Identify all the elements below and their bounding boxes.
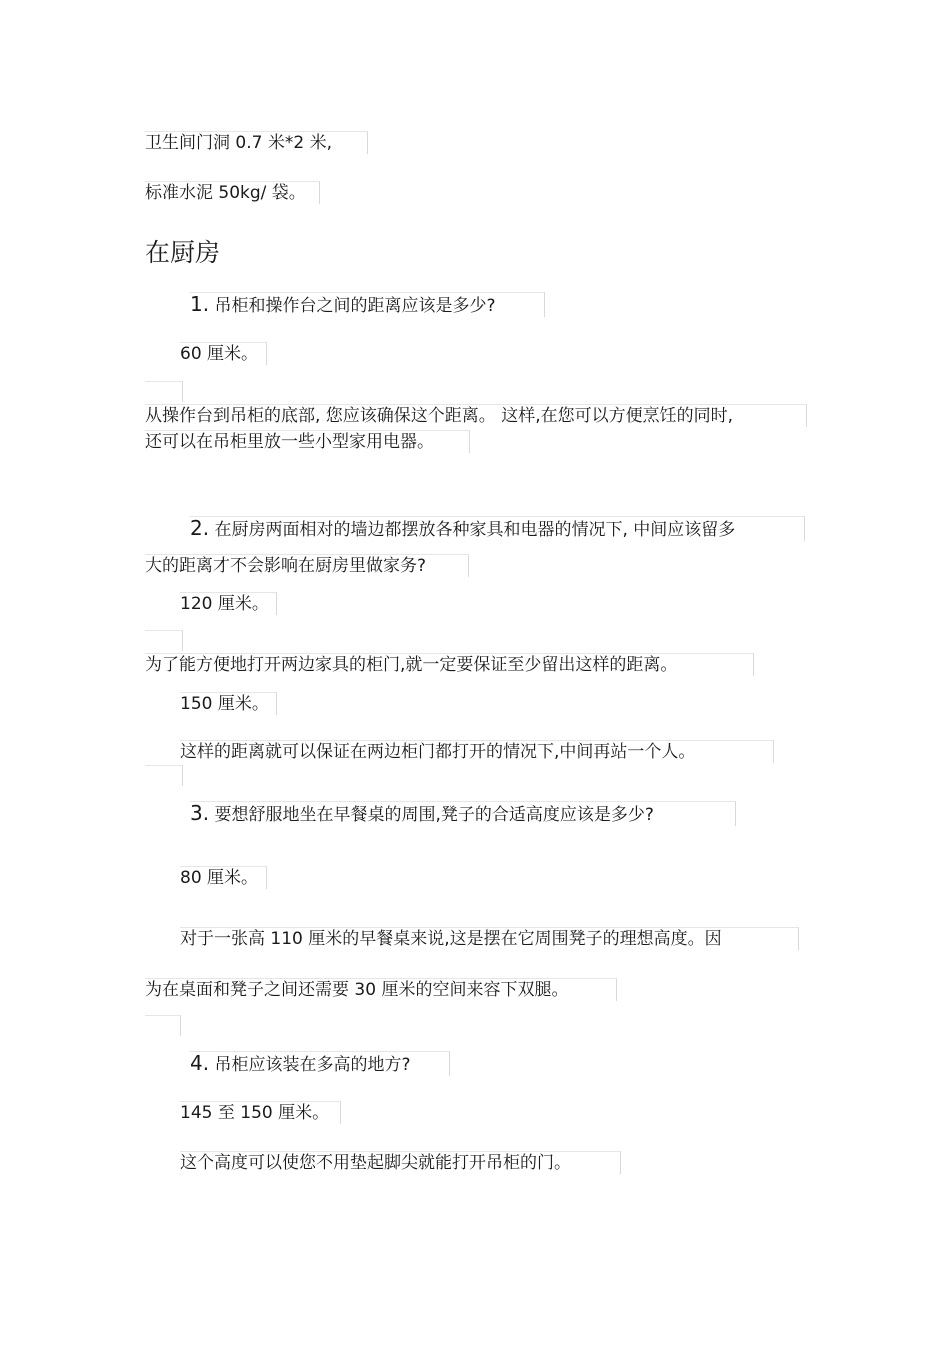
question-4	[190, 1051, 450, 1076]
explanation-2b: 这样的距离就可以保证在两边柜门都打开的情况下,中间再站一个人。	[180, 740, 774, 763]
bathroom-door-size: 卫生间门洞 0.7 米*2 米,	[145, 131, 368, 154]
answer-3: 80 厘米。	[180, 866, 267, 889]
question-number: 4.	[190, 1051, 210, 1075]
answer-4: 145 至 150 厘米。	[180, 1101, 341, 1124]
explanation-2a: 为了能方便地打开两边家具的柜门,就一定要保证至少留出这样的距离。	[145, 653, 754, 676]
divider-mark	[145, 765, 183, 786]
question-number: 1.	[190, 292, 210, 316]
question-3	[190, 801, 736, 826]
divider-mark	[145, 630, 183, 651]
answer-1: 60 厘米。	[180, 342, 267, 365]
question-1	[190, 292, 545, 317]
answer-2a: 120 厘米。	[180, 592, 277, 615]
explanation-3-line-2: 为在桌面和凳子之间还需要 30 厘米的空间来容下双腿。	[145, 978, 617, 1001]
question-number: 3.	[190, 801, 210, 825]
question-text: 吊柜和操作台之间的距离应该是多少?	[214, 296, 496, 316]
cement-spec: 标准水泥 50kg/ 袋。	[145, 181, 320, 204]
question-2	[190, 516, 805, 541]
question-text: 要想舒服地坐在早餐桌的周围,凳子的合适高度应该是多少?	[214, 805, 654, 825]
explanation-3-line-1: 对于一张高 110 厘米的早餐桌来说,这是摆在它周围凳子的理想高度。因	[180, 927, 799, 950]
divider-mark	[145, 381, 183, 402]
question-text: 在厨房两面相对的墙边都摆放各种家具和电器的情况下, 中间应该留多	[214, 520, 736, 540]
explanation-4: 这个高度可以使您不用垫起脚尖就能打开吊柜的门。	[180, 1151, 621, 1174]
question-text: 吊柜应该装在多高的地方?	[214, 1055, 411, 1075]
question-2-line-2: 大的距离才不会影响在厨房里做家务?	[145, 554, 469, 577]
explanation-1-line-1: 从操作台到吊柜的底部, 您应该确保这个距离。 这样,在您可以方便烹饪的同时,	[145, 404, 807, 427]
answer-2b: 150 厘米。	[180, 692, 277, 715]
question-number: 2.	[190, 516, 210, 540]
divider-mark	[145, 1015, 181, 1036]
section-heading: 在厨房	[145, 238, 221, 267]
explanation-1-line-2: 还可以在吊柜里放一些小型家用电器。	[145, 430, 470, 453]
